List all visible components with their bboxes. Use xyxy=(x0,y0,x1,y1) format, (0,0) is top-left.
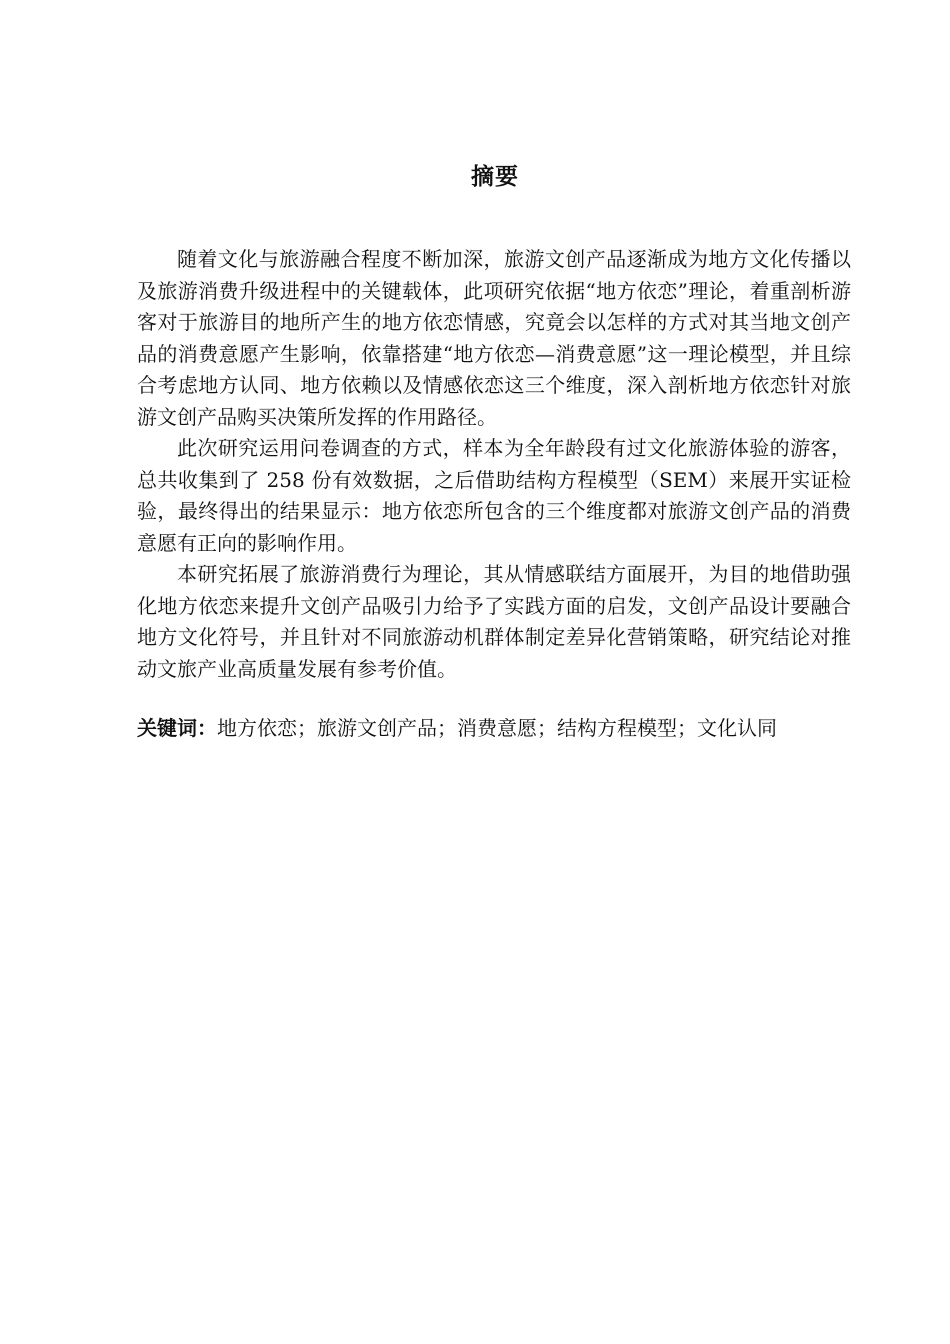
keywords-label: 关键词： xyxy=(137,716,217,740)
abstract-paragraph: 随着文化与旅游融合程度不断加深，旅游文创产品逐渐成为地方文化传播以及旅游消费升级进程中的关键载体，此项研究依据“地方依恋”理论，着重剖析游客对于旅游目的地所产生的地方依恋情感，究竟会以怎样的方式对其当地文创产品的消费意愿产生影响，依靠搭建“地方依恋—消费意愿”这一理论模型，并且综合考虑地方认同、地方依赖以及情感依恋这三个维度，深入剖析地方依恋针对旅游文创产品购买决策所发挥的作用路径。 xyxy=(137,247,851,429)
keywords-text: 地方依恋；旅游文创产品；消费意愿；结构方程模型；文化认同 xyxy=(217,716,777,740)
keywords-line xyxy=(137,713,851,745)
abstract-title: 摘要 xyxy=(471,164,519,190)
abstract-body xyxy=(137,244,851,745)
abstract-paragraph: 本研究拓展了旅游消费行为理论，其从情感联结方面展开，为目的地借助强化地方依恋来提升文创产品吸引力给予了实践方面的启发，文创产品设计要融合地方文化符号，并且针对不同旅游动机群体制定差异化营销策略，研究结论对推动文旅产业高质量发展有参考价值。 xyxy=(137,562,851,681)
abstract-paragraph: 此次研究运用问卷调查的方式，样本为全年龄段有过文化旅游体验的游客，总共收集到了 258 份有效数据，之后借助结构方程模型（SEM）来展开实证检验，最终得出的结果显示：地方依恋所包含的三个维度都对旅游文创产品的消费意愿有正向的影响作用。 xyxy=(137,436,851,555)
